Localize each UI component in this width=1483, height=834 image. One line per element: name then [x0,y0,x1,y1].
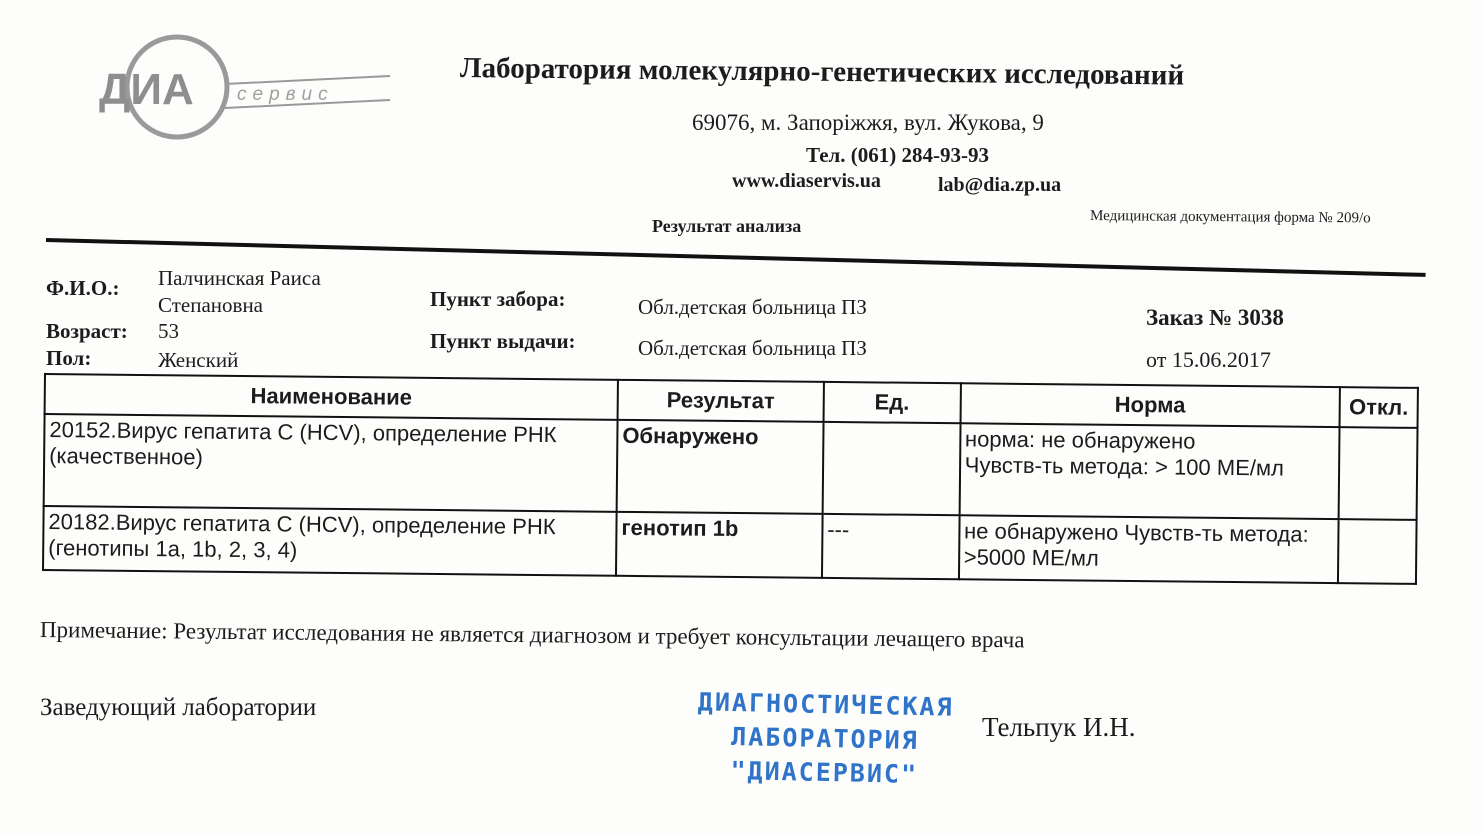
lab-email: lab@dia.zp.ua [938,174,1062,196]
stamp-line: ДИАГНОСТИЧЕСКАЯ [697,687,954,722]
age-value: 53 [158,319,179,343]
norm-line: норма: не обнаружено [964,426,1196,454]
test-result: Обнаружено [617,420,824,514]
head-of-lab-label: Заведующий лаборатории [40,694,317,721]
fio-line1: Палчинская Раиса [158,266,321,290]
signer-name: Тельпук И.Н. [982,712,1136,742]
sex-label: Пол: [46,346,92,370]
col-dev-header: Откл. [1340,387,1418,428]
stamp-line: ЛАБОРАТОРИЯ [730,722,920,755]
norm-line: не обнаружено Чувств-ть метода: >5000 МЕ/мл [963,518,1309,571]
result-title: Результат анализа [652,216,802,236]
fio-line2: Степановна [158,293,263,317]
norm-line: Чувств-ть метода: > 100 МЕ/мл [964,452,1285,481]
col-result-header: Результат [618,380,824,422]
logo-sub: сервис [237,84,334,105]
issue-label: Пункт выдачи: [430,329,576,353]
disclaimer-note: Примечание: Результат исследования не является диагнозом и требует консультации лечащего врача [39,617,1025,653]
order-date: от 15.06.2017 [1146,347,1271,372]
col-unit-header: Ед. [823,382,960,423]
test-deviation [1338,519,1417,584]
lab-stamp [689,685,961,793]
test-unit [822,422,960,515]
results-table [42,373,1419,585]
med-doc-form: Медицинская документация форма № 209/о [1089,208,1371,227]
test-norm [959,423,1339,519]
age-label: Возраст: [46,319,128,343]
dia-servis-logo [95,32,395,142]
order-number: Заказ № 3038 [1146,305,1284,330]
test-name: 20152.Вирус гепатита С (HCV), определение РНК (качественное) [44,414,618,512]
test-norm [959,515,1339,583]
lab-title: Лаборатория молекулярно-генетических исследований [459,52,1185,92]
table-row [43,506,1417,584]
col-norm-header: Норма [960,383,1340,427]
lab-address: 69076, м. Запоріжжя, вул. Жукова, 9 [692,110,1044,135]
stamp-line: "ДИАСЕРВИС" [730,756,919,789]
lab-phone: Тел. (061) 284-93-93 [806,143,990,167]
issue-value: Обл.детская больница ПЗ [638,336,867,360]
collection-label: Пункт забора: [430,287,566,311]
logo-brand: ДИА [99,65,194,114]
lab-website: www.diaservis.ua [732,170,881,192]
test-result: генотип 1b [616,512,822,578]
col-name-header: Наименование [45,374,618,420]
fio-label: Ф.И.О.: [46,276,120,300]
table-row [44,414,1418,520]
sex-value: Женский [158,348,239,372]
test-deviation [1339,427,1418,520]
test-name: 20182.Вирус гепатита С (HCV), определение РНК (генотипы 1а, 1b, 2, 3, 4) [43,506,617,576]
collection-value: Обл.детская больница ПЗ [638,295,867,319]
test-unit: --- [822,514,959,579]
